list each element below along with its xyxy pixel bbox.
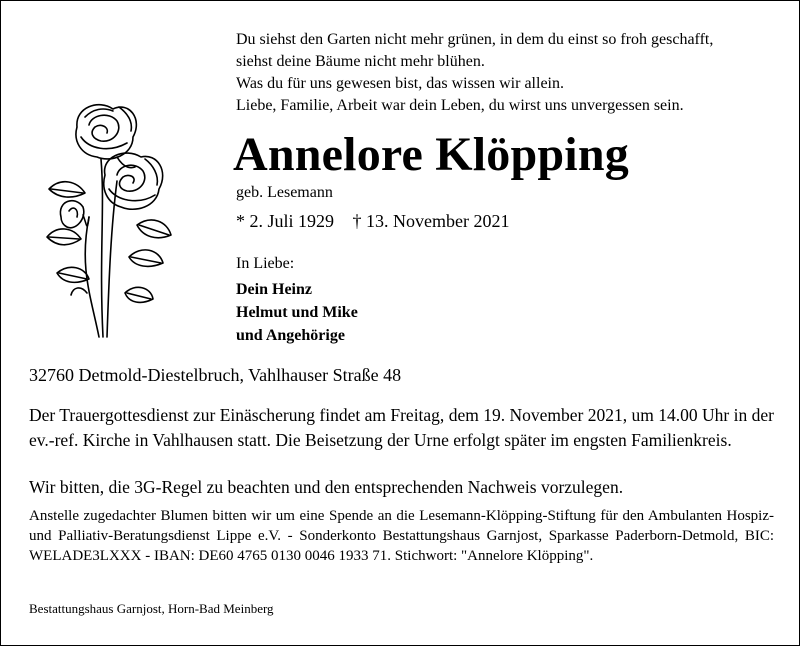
rose-illustration-icon [29,97,199,342]
covid-rule-notice: Wir bitten, die 3G-Regel zu beachten und den entsprechenden Nachweis vorzulegen. [29,477,624,497]
memorial-poem [236,29,776,117]
mourner-name: Dein Heinz [236,281,312,298]
poem-line: Du siehst den Garten nicht mehr grünen, in dem du einst so froh geschafft, [236,31,714,48]
deceased-name: Annelore Klöpping [233,128,629,181]
donation-request: Anstelle zugedachter Blumen bitten wir um eine Spende an die Lesemann-Klöpping-Stiftung für den Ambulanten Hospiz- und Palliativ-Beratungsdienst Lippe e.V. - Sonderkonto Bestattungshaus Garnjost, Sparkasse Paderborn-Detmold, BIC: WELADE3LXXX - IBAN: DE60 4765 0130 0046 1933 71. Stichwort: "Annelore Klöpping". [29,508,774,564]
mourners-list [236,278,358,347]
service-announcement: Der Trauergottesdienst zur Einäscherung findet am Freitag, dem 19. November 2021, um 14.00 Uhr in der ev.-ref. Kirche in Vahlhausen statt. Die Beisetzung der Urne erfolgt später im engsten Familienkreis. [29,405,774,450]
poem-line: Liebe, Familie, Arbeit war dein Leben, du wirst uns unvergessen sein. [236,97,684,114]
mourners-intro: In Liebe: [236,255,295,272]
poem-line: Was du für uns gewesen bist, das wissen wir allein. [236,75,564,92]
mourner-name: und Angehörige [236,327,345,344]
maiden-name: geb. Lesemann [236,184,333,201]
birth-date: * 2. Juli 1929 [236,211,335,231]
life-dates [236,209,510,233]
family-address: 32760 Detmold-Diestelbruch, Vahlhauser Straße 48 [29,365,402,385]
poem-line: siehst deine Bäume nicht mehr blühen. [236,53,485,70]
funeral-home-credit: Bestattungshaus Garnjost, Horn-Bad Meinberg [29,601,274,616]
death-date: † 13. November 2021 [352,211,510,231]
mourner-name: Helmut und Mike [236,304,358,321]
